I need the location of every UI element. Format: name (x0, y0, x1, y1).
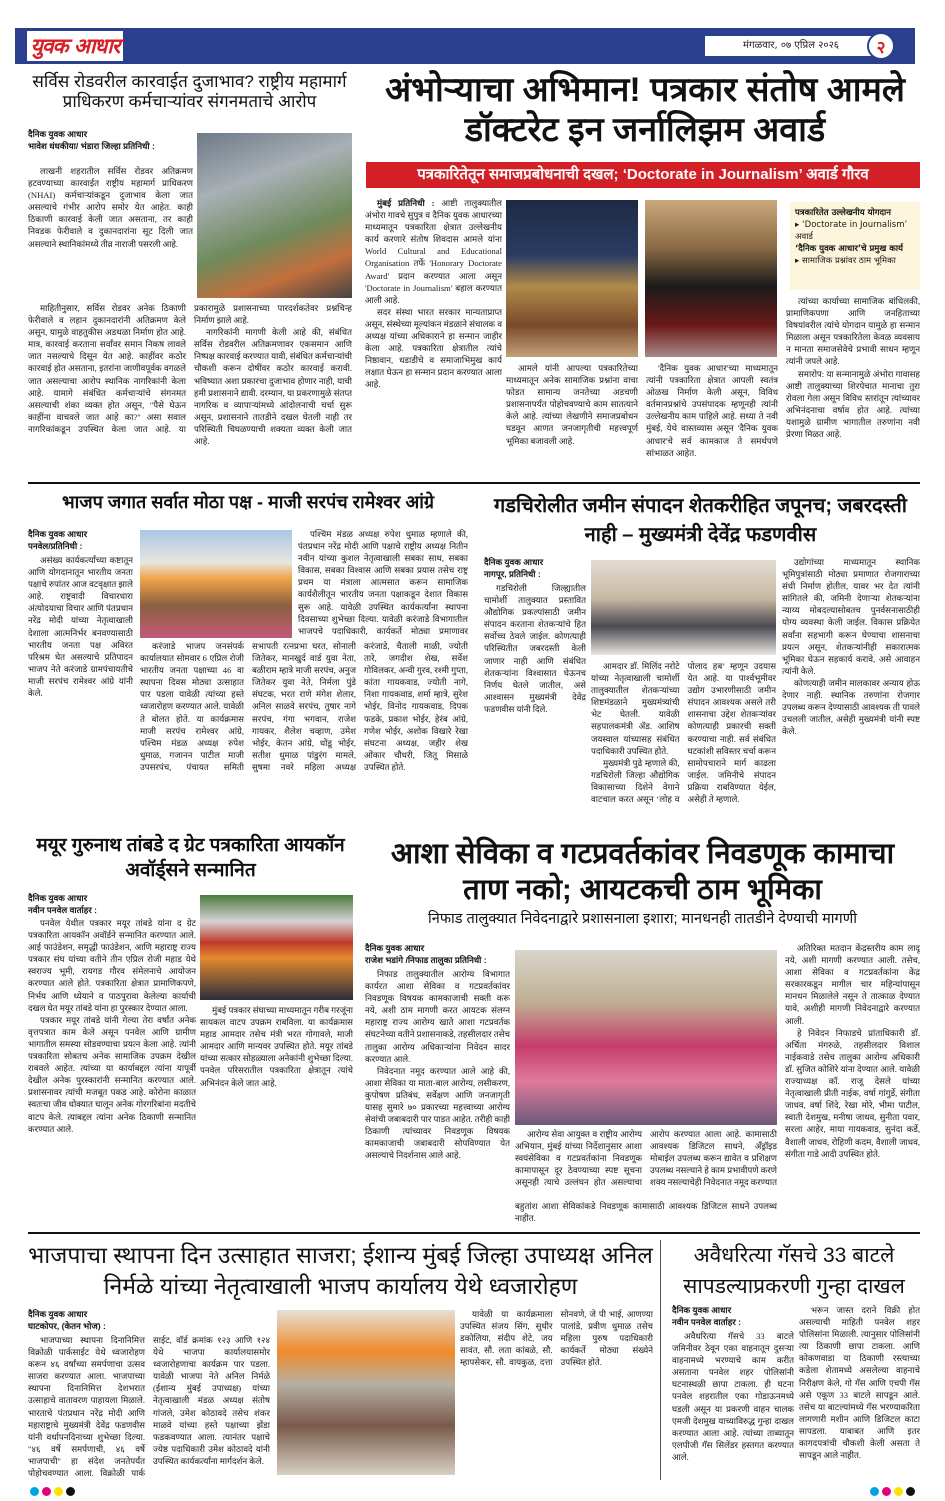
paragraph: पनवेल येथील पत्रकार मयूर तांबडे यांना द ग्रेट पत्रकारिता आयकॉन अवॉर्डने सन्मानित करण्यात आले. आई फाउंडेशन, समृद्धी फाउंडेशन, आणि महाराष्ट्र राज्य पत्रकार संघ यांच्या वतीने तीन एप्रिल रोजी महाड येथे स्वराज्य भूमी, रायगड गौरव संमेलनाचे आयोजन करण्यात आले होते. पत्रकारिता क्षेत्रात प्रामाणिकपणे, निर्भय आणि ध्येयाने व पाठपुरावा केलेल्या कार्याची दखल घेत मयूर तांबडे यांना हा पुरस्कार देण्यात आला. (28, 918, 196, 1013)
paragraph: 'दैनिक युवक आधार'च्या माध्यमातून त्यांनी पत्रकारिता क्षेत्रात आपली स्वतंत्र ओळख निर्माण केली असून, विविध वर्तमानप्रश्नांचे उपसंपादक म्हणूनही त्यांनी उल्लेखनीय काम पाहिले आहे. सध्या ते नवी मुंबई, येथे वास्तव्यास असून 'दैनिक युवक आधार'चे सर्व कामकाज ते समर्थपणे सांभाळत आहेत. (646, 363, 778, 458)
article-body (28, 165, 193, 300)
paragraph: मुंबई पत्रकार संघाच्या माध्यमातून गरीब गरजूंना सायकल वाटप उपक्रम राबविला. या कार्यक्रमास महाड आमदार तसेच मंत्री भरत गोगावले, माजी आमदार आणि मान्यवर उपस्थित होते. मयूर तांबडे यांच्या सत्कार सोहळ्याला अनेकांनी शुभेच्छा दिल्या. पनवेल परिसरातील पत्रकारिता क्षेत्रातून त्यांचे अभिनंदन केले जात आहे. (200, 1005, 353, 1088)
byline (365, 942, 510, 966)
article-body (28, 302, 352, 474)
byline-paper: दैनिक युवक आधार (365, 943, 425, 953)
paragraph: नागरिकांनी मागणी केली आहे की, संबंधित सर्विस रोडवरील अतिक्रमणावर एकसमान आणि निष्पक्ष कारवाई करण्यात यावी, संबंधित कर्मचाऱ्यांची चौकशी करून दोषींवर कठोर कारवाई करावी. भविष्यात अशा प्रकारचा दुजाभाव होणार नाही, याची हमी प्रशासनाने द्यावी. दरम्यान, या प्रकरणामुळे संतप्त नागरिक व व्यापाऱ्यांमध्ये आंदोलनाची चर्चा सुरू असून, प्रशासनाने तातडीने दखल घेतली नाही तर परिस्थिती चिघळण्याची शक्यता व्यक्त केली जात आहे. (194, 327, 352, 447)
byline (28, 892, 196, 916)
paragraph: समारोप: या सन्मानामुळे अंभोरा गावासह आष्टी तालुक्याच्या शिरपेचात मानाचा तुरा रोवला गेला असून विविध स्तरांतून त्यांच्यावर अभिनंदनाचा वर्षाव होत आहे. त्यांच्या यशामुळे ग्रामीण भागातील तरुणांना नवी प्रेरणा मिळत आहे. (786, 368, 920, 440)
article-body (460, 1308, 653, 1480)
byline-reporter: नागपूर, प्रतिनिधी : (484, 569, 541, 579)
photo-service-road (197, 133, 352, 298)
subheadline-asha: निफाड तालुक्यात निवेदनाद्वारे प्रशासनाला इशारा; मानधनही तातडीने देण्याची मागणी (428, 911, 857, 927)
article-body (672, 1330, 794, 1480)
article-body (200, 1004, 353, 1223)
byline (484, 556, 586, 580)
column-divider (660, 1240, 661, 1480)
paragraph: अवैधरित्या गॅसचे 33 बाटले जमिनीवर ठेवून एका वाहनातून दुसऱ्या वाहनामध्ये भरण्याचे काम करीत असताना पनवेल शहर पोलिसांनी घटनास्थळी छापा टाकला. ही घटना पनवेल शहरातील एका गोडाऊनमध्ये घडली असून या प्रकरणी वाहन चालक एमजी देशमुख याच्याविरुद्ध गुन्हा दाखल करण्यात आला आहे. त्यांच्या ताब्यातून एलपीजी गॅस सिलेंडर हस्तगत करण्यात आले. (672, 1331, 794, 1462)
registration-mark-icon (894, 1487, 903, 1496)
paragraph: भाजपाच्या स्थापना दिनानिमित्त विक्रोळी पार्कसाईट येथे ध्वजारोहण करून ४६ वर्षांच्या समर्पणाचा उत्सव साजरा करण्यात आला. भाजपाच्या स्थापना दिनानिमित्त देशभरात उत्साहाचे वातावरण पाहायला मिळाले. भारताचे पंतप्रधान नरेंद्र मोदी आणि महाराष्ट्राचे मुख्यमंत्री देवेंद्र फडणवीस यांनी वर्धापनदिनाच्या शुभेच्छा दिल्या. "४६ वर्षे समर्पणाची, ४६ वर्षे भाजपाची" हा संदेश जनतेपर्यंत पोहोचवण्यात आला. विक्रोळी पार्क साईट, वॉर्ड क्रमांक १२३ आणि १२४ येथे भाजपा कार्यालयासमोर ध्वजारोहणाचा कार्यक्रम पार पडला. यावेळी भाजपा नेते अनिल निर्मळे (ईशान्य मुंबई उपाध्यक्ष) यांच्या नेतृत्वाखाली मंडळ अध्यक्ष संतोष गांजले, उमेश कोठावदे तसेच शंकर माळवे यांच्या हस्ते पक्षाच्या झेंडा फडकवण्यात आला. त्यानंतर पक्षाचे ज्येष्ठ पदाधिकारी उमेश कोठावदे यांनी उपस्थित कार्यकर्त्यांना मार्गदर्शन केले. (28, 1335, 270, 1479)
article-body (28, 554, 133, 816)
article-body (298, 528, 468, 638)
byline-paper: दैनिक युवक आधार (28, 529, 88, 539)
byline-reporter: पनवेल/प्रतिनिधी : (28, 541, 83, 551)
article-body (506, 362, 778, 470)
paragraph: निवेदनात नमूद करण्यात आले आहे की, आशा सेविका या माता-बाल आरोग्य, लसीकरण, कुपोषण प्रतिबंध, सर्वेक्षण आणि जनजागृती यासह सुमारे ७० प्रकारच्या महत्त्वाच्या आरोग्य सेवांची जबाबदारी पार पाडत आहेत. तरीही काही ठिकाणी त्यांच्यावर निवडणूक विषयक कामकाजाची जबाबदारी सोपविण्यात येत असल्याचे निदर्शनास आले आहे. (365, 1065, 510, 1161)
registration-mark-icon (42, 1487, 51, 1496)
subheadline-bar: पत्रकारितेतून समाजप्रबोधनाची दखल; ‘Doctorate in Journalism’ अवार्ड गौरव (366, 162, 920, 188)
page-number: २ (867, 32, 895, 60)
article-body (484, 582, 586, 818)
paragraph: गडचिरोली जिल्ह्यातील चामोर्शी तालुक्यात प्रस्तावित औद्योगिक प्रकल्पांसाठी जमीन संपादन करताना शेतकऱ्यांचे हित सर्वोच्च ठेवले जाईल. कोणत्याही परिस्थितीत जबरदस्ती केली जाणार नाही आणि संबंधित शेतकऱ्यांना विश्वासात घेऊनच निर्णय घेतले जातील, असे आश्वासन मुख्यमंत्री देवेंद्र फडणवीस यांनी दिले. (484, 583, 586, 714)
photo-award-stage (200, 895, 353, 1000)
paragraph: कोणत्याही जमीन मालकावर अन्याय होऊ देणार नाही. स्थानिक तरुणांना रोजगार उपलब्ध करून देण्यासाठी आवश्यक ती पावले उचलली जातील, असेही मुख्यमंत्री यांनी स्पष्ट केले. (782, 677, 920, 737)
headline-bjp-foundation-day: भाजपाचा स्थापना दिन उत्साहात साजरा; ईशान्य मुंबई जिल्हा उपाध्यक्ष अनिल निर्मळे यांच्या नेतृत्वाखाली भाजप कार्यालय येथे ध्वजारोहण (28, 1242, 653, 1299)
headline-illegal-gas: अवैधरित्या गॅसचे 33 बाटले सापडल्याप्रकरणी गुन्हा दाखल (683, 1244, 905, 1298)
article-body (28, 1334, 270, 1480)
masthead (15, 28, 915, 64)
paragraph: माहितीनुसार, सर्विस रोडवर अनेक ठिकाणी फेरीवाले व लहान दुकानदारांनी अतिक्रमण केले असून, यामुळे वाहतुकीस अडथळा निर्माण होत आहे. मात्र, कारवाई करताना सर्वांवर समान निकष लावले जात नसल्याचे दिसून येत आहे. काहींवर कठोर कारवाई होत असताना, इतरांना जाणीवपूर्वक वगळले जात असल्याचा आरोप स्थानिक नागरिकांनी केला आहे. यामागे संबंधित कर्मचाऱ्यांचे संगनमत असल्याची शंका व्यक्त होत असून, "पैसे घेऊन काहींना वाचवले जात आहे का?" असा सवाल नागरिकांकडून उपस्थित केला जात आहे. या प्रकारामुळे प्रशासनाच्या पारदर्शकतेवर प्रश्नचिन्ह निर्माण झाले आहे. (28, 303, 352, 434)
paragraph: करंजाडे भाजप जनसंपर्क कार्यालयात सोमवार 6 एप्रिल रोजी भारतीय जनता पक्षाच्या 46 वा स्थापना दिवस मोठ्या उत्साहात पार पडला यावेळी त्यांच्या हस्ते ध्वजारोहण करण्यात आले. यावेळी ते बोलत होते. या कार्यक्रमास माजी सरपंच रामेश्वर आंग्रे, पश्चिम मंडळ अध्यक्ष रुपेश धुमाळ, गजानन पाटील माजी उपसरपंच, पंचायत समिती सभापती रत्नप्रभा घरत, सोनाली जितेकर, मानखुर्द वार्ड युवा नेता, बळीराम म्हात्रे माजी सरपंच, अनुज जितेकर युवा नेते, निर्मला पुंडे संघटक, भरत राणे मंगेश शेलार, अनिल साळवे सरपंच, तुषार नागे सरपंच, गंगा भगवान, राजेश गायकर, शैलेश चव्हाण, उमेश भोईर, केतन आंग्रे, धोंडू भोईर, सतीश धुमाळ पांडुरंग मामले, सुषमा नवरे महिला अध्यक्ष करंजाडे, चैताली माळी, ज्योती तारे, जगदीश शेख, सर्वेश गोविलकर, अन्वी गुरव, रश्मी गुप्ता, कांता गायकवाड, ज्योती नागे, निशा गायकवाड, शर्मा म्हात्रे, सुरेश भोईर, विनोद गायकवाड, दिपक फडके, प्रकाश भोईर, हेरंब आंग्रे, गणेश भोईर, अशोक विखारे रेखा संघटना अध्यक्ष, जहीर शेख ओंकार चौधरी, जितू मिसाळे उपस्थित होते. (140, 641, 468, 772)
registration-mark-icon (870, 1487, 879, 1496)
paragraph: लाखनी शहरातील सर्विस रोडवर अतिक्रमण हटवण्याच्या कारवाईत राष्ट्रीय महामार्ग प्राधिकरण (NHAI) कर्मचाऱ्यांकडून दुजाभाव केला जात असल्याचे गंभीर आरोप समोर येत आहेत. काही ठिकाणी कारवाई केली जात असताना, तर काही निवडक फेरीवाले व दुकानदारांना सूट दिली जात असल्याने स्थानिकांमध्ये तीव्र नाराजी पसरली आहे. (28, 166, 193, 249)
divider (28, 482, 920, 484)
paragraph: आष्टी तालुक्यातील अंभोरा गावचे सुपुत्र व दैनिक युवक आधारच्या माध्यमातून पत्रकारिता क्षेत्रात उल्लेखनीय कार्य करणारे संतोष शिवदास आमले यांना World Cultural and Educational Organisation तर्फे 'Honorary Doctorate Award' प्रदान करण्यात आला असून 'Doctorate in Journalism' बहाल करण्यात आली आहे. (365, 198, 502, 305)
paragraph: यावेळी या कार्यक्रमाला उपस्थित संजय सिंग, सुधीर डकोलिया, संदीप शेटे, जय सावंत, सौ. लता कांबळे, सौ. म्हापसेकर, सौ. वायकुळ, दत्ता सोनवणे, जे पी भाई, आणण्या पालांडे, प्रवीण धुमाळ तसेच महिला पुरुष पदाधिकारी कार्यकर्ते मोठ्या संख्येने उपस्थित होते. (460, 1309, 653, 1368)
paragraph: आमदार डॉ. मिलिंद नरोटे यांच्या नेतृत्वाखाली चामोर्शी तालुक्यातील शेतकऱ्यांच्या शिष्टमंडळाने मुख्यमंत्र्यांची भेट घेतली. यावेळी सहपालकमंत्री ॲड. आशिष जयस्वाल यांच्यासह संबंधित पदाधिकारी उपस्थित होते. (591, 661, 680, 756)
highlight-title: पत्रकारितेत उल्लेखनीय योगदान (795, 208, 891, 218)
photo-bjp-office (140, 530, 292, 638)
byline-reporter: भावेश धंधकीया/ भंडारा जिल्हा प्रतिनिधी : (28, 141, 155, 151)
paragraph: उद्योगांच्या माध्यमातून स्थानिक भूमिपुत्रांसाठी मोठ्या प्रमाणात रोजगाराच्या संधी निर्माण होतील, यावर भर देत त्यांनी सांगितले की, जमिनी देणाऱ्या शेतकऱ्यांना न्याय्य मोबदल्यासोबतच पुनर्वसनासाठीही योग्य व्यवस्था केली जाईल. विकास प्रक्रियेत सर्वांना सहभागी करून घेण्याचा शासनाचा प्रयत्न असून, शेतकऱ्यांनीही सकारात्मक भूमिका घेऊन सहकार्य करावे, असे आवाहन त्यांनी केले. (782, 557, 920, 676)
byline-paper: दैनिक युवक आधार (28, 129, 88, 139)
registration-mark-icon (66, 1487, 75, 1496)
byline (28, 128, 193, 152)
registration-mark-icon (906, 1487, 915, 1496)
article-body (782, 556, 920, 818)
paragraph: मुख्यमंत्री पुढे म्हणाले की, गडचिरोली जिल्हा औद्योगिक विकासाच्या दिशेने वेगाने वाटचाल करत असून ‘लोह व पोलाद हब’ म्हणून उदयास येत आहे. या पार्श्वभूमीवर उद्योग उभारणीसाठी जमीन संपादन आवश्यक असले तरी शासनाचा उद्देश शेतकऱ्यांवर कोणत्याही प्रकारची सक्ती करण्याचा नाही. सर्व संबंधित घटकांशी सविस्तर चर्चा करून सामोपचाराने मार्ग काढला जाईल. जमिनीचे संपादन प्रक्रिया राबविण्यात येईल, असेही ते म्हणाले. (591, 661, 776, 805)
photo-award-portrait (645, 200, 777, 357)
paragraph: असंख्य कार्यकर्त्यांच्या कष्टातून आणि योगदानातून भारतीय जनता पक्षाचे रुपांतर आज वटवृक्षात झाले आहे. राष्ट्रवादी विचारधारा अंत्योदयाचा विचार आणि पंतप्रधान नरेंद्र मोदी यांच्या नेतृत्वाखाली देशाला आत्मनिर्भर बनवण्यासाठी भारतीय जनता पक्ष अविरत परिश्रम घेत असल्याचे प्रतिपादन भाजप नेते करंजाडे ग्रामपंचायतीचे माजी सरपंच रामेश्वर आंग्रे यांनी केले. (28, 555, 133, 699)
byline (28, 528, 133, 552)
headline-asha-workers: आशा सेविका व गटप्रवर्तकांवर निवडणूक कामाचा ताण नको; आयटकची ठाम भूमिका (390, 838, 895, 906)
photo-award-ceremony (506, 200, 638, 357)
paragraph: अतिरिक्त मतदान केंद्रस्तरीय काम लादू नये, अशी मागणी करण्यात आली. तसेच, आशा सेविका व गटप्रवर्तकांना केंद्र सरकारकडून मागील चार महिन्यांपासून मानधन मिळालेले नसून ते तात्काळ देण्यात यावे, अशीही मागणी निवेदनाद्वारे करण्यात आली. (785, 943, 920, 1026)
article-body (786, 295, 920, 470)
highlight-title: ‘दैनिक युवक आधार’चे प्रमुख कार्य (795, 244, 903, 254)
photo-asha-delegation (515, 950, 777, 1125)
headline-doctorate: अंभोऱ्याचा अभिमान! पत्रकार संतोष आमले डॉक्टरेट इन जर्नालिझम अवार्ड (385, 71, 905, 149)
headline-gadchiroli-land: गडचिरोलीत जमीन संपादन शेतकरीहित जपूनच; जबरदस्ती नाही – मुख्यमंत्री देवेंद्र फडणवीस (494, 495, 907, 546)
registration-mark-icon (54, 1487, 63, 1496)
paragraph: सदर संस्था भारत सरकार मान्यताप्राप्त असून, संस्थेच्या मूल्यांकन मंडळाने संचालक व अध्यक्ष यांच्या अधिकाराने हा सन्मान जाहीर केला आहे. पत्रकारिता क्षेत्रातील त्यांचे निष्ठावान, धडाडीचे व समाजाभिमुख कार्य लक्षात घेऊन हा सन्मान प्रदान करण्यात आला आहे. (365, 306, 502, 390)
headline-bjp-largest-party: भाजप जगात सर्वात मोठा पक्ष - माजी सरपंच रामेश्वर आंग्रे (61, 492, 435, 512)
paragraph: हे निवेदन निफाडचे प्रांताधिकारी डॉ. अर्चिता मंगरुळे, तहसीलदार विशाल नाईकवाडे तसेच तालुका आरोग्य अधिकारी डॉ. सुजित कोशिरे यांना देण्यात आले. यावेळी राज्याध्यक्ष कॉ. राजू देसले यांच्या नेतृत्वाखाली प्रीती नाईक, वर्षा गांगुर्डे, संगीता जाधव, वर्षा शिंदे, रेखा मोरे, भीमा पाटील, स्वाती देशमुख, मनीषा जाधव, सुनीता पवार, सरला आहेर, माया गायकवाड, सुनंदा कर्डे, वैशाली जाधव, रोहिणी कदम, वैशाली जाधव, संगीता गाडे आदी उपस्थित होते. (785, 1027, 920, 1159)
paragraph: निफाड तालुक्यातील आरोग्य विभागात कार्यरत आशा सेविका व गटप्रवर्तकांवर निवडणूक विषयक कामकाजाची सक्ती करू नये, अशी ठाम मागणी करत आयटक संलग्न महाराष्ट्र राज्य आरोग्य खाते आशा गटप्रवर्तक संघटनेच्या वतीने प्रशासनाकडे, तहसीलदार तसेच तालुका आरोग्य अधिकाऱ्यांना निवेदन सादर करण्यात आले. (365, 969, 510, 1064)
article-body (799, 1304, 920, 1480)
newspaper-logo: युवक आधार (27, 31, 123, 61)
byline-reporter: नवीन पनवेल वार्ताहर : (28, 905, 98, 915)
article-body (785, 942, 920, 1223)
photo-caption: बहुतांश आशा सेविकांकडे निवडणूक कामासाठी आवश्यक डिजिटल साधने उपलब्ध नाहीत. (515, 1201, 777, 1223)
article-body (591, 660, 776, 818)
registration-mark-icon (882, 1487, 891, 1496)
article-body (365, 197, 502, 469)
highlight-item: ‘Doctorate in Journalism’ अवार्ड (795, 220, 908, 242)
issue-date: मंगळवार, ०७ एप्रिल २०२६ (705, 36, 877, 56)
byline-reporter: मुंबई प्रतिनिधी : (377, 198, 435, 208)
highlights-box: पत्रकारितेत उल्लेखनीय योगदान ▸ ‘Doctorate in Journalism’ अवार्ड ‘दैनिक युवक आधार’चे प्रमुख कार्य ▸ सामाजिक प्रश्नांवर ठाम भूमिका (790, 202, 920, 290)
paragraph: आरोग्य सेवा आयुक्त व राष्ट्रीय आरोग्य अभियान, मुंबई यांच्या निर्देशानुसार आशा स्वयंसेविका व गटप्रवर्तकांना निवडणूक कामापासून दूर ठेवण्याच्या स्पष्ट सूचना असूनही त्याचे उल्लंघन होत असल्याचा आरोप करण्यात आला आहे. कामासाठी आवश्यक डिजिटल साधने, अँड्रॉइड मोबाईल उपलब्ध करून द्यावेत व प्रशिक्षण उपलब्ध नसल्याने हे काम प्रभावीपणे करणे शक्य नसल्याचेही निवेदनात नमूद करण्यात (515, 1129, 777, 1188)
paragraph: पश्चिम मंडळ अध्यक्ष रुपेश धुमाळ म्हणाले की, पंतप्रधान नरेंद्र मोदी आणि पक्षाचे राष्ट्रीय अध्यक्ष नितीन नवीन यांच्या कुशल नेतृत्वाखाली सबका साथ, सबका विकास, सबका विश्वास आणि सबका प्रयास तसेच राष्ट्र प्रथम या मंत्राला आत्मसात करून सामाजिक कार्यशैलीतून भारतीय जनता पक्षाकडून देशात विकास सुरू आहे. यावेळी उपस्थित कार्यकर्त्यांना स्थापना दिवसाच्या शुभेच्छा दिल्या. यावेळी करंजाडे विभागातील भाजपचे पदाधिकारी, कार्यकर्ते मोठ्या प्रमाणावर (298, 529, 468, 636)
paragraph: भरून जास्त दराने विक्री होत असल्याची माहिती पनवेल शहर पोलिसांना मिळाली. त्यानुसार पोलिसांनी त्या ठिकाणी छापा टाकला. आणि कोकणवाडा या ठिकाणी रस्त्याच्या कडेला शेतामध्ये असलेल्या वाहनाचे निरीक्षण केले, गो गॅस आणि एचपी गॅस असे एकूण 33 बाटले सापडून आले. तसेच या बाटल्यांमध्ये गॅस भरण्याकरिता लागणारी मशीन आणि डिजिटल काटा सापडला. याबाबत आणि इतर कागदपत्रांची चौकशी केली असता ते सापडून आले नाहीत. (799, 1305, 920, 1461)
byline-paper: दैनिक युवक आधार (28, 893, 88, 903)
byline (672, 1304, 794, 1328)
article-body (28, 917, 196, 1223)
byline-paper: दैनिक युवक आधार (28, 1309, 88, 1319)
photo-cm-meeting (591, 560, 776, 655)
byline-paper: दैनिक युवक आधार (484, 557, 544, 567)
headline-mayur-tambde: मयूर गुरुनाथ तांबडे द ग्रेट पत्रकारिता आयकॉन अवॉर्ड्सने सन्मानित (36, 835, 345, 881)
photo-flag-hoisting (277, 1310, 455, 1475)
article-body (365, 968, 510, 1223)
byline-reporter: राजेश भडांगे /निफाड तालुका प्रतिनिधी : (365, 955, 487, 965)
headline-service-road: सर्विस रोडवरील कारवाईत दुजाभाव? राष्ट्रीय महामार्ग प्राधिकरण कर्मचाऱ्यांवर संगनमताचे आरोप (32, 72, 347, 111)
divider (28, 1232, 920, 1234)
paragraph: त्यांच्या कार्याच्या सामाजिक बांधिलकी, प्रामाणिकपणा आणि जनहिताच्या विषयांवरील त्यांचे योगदान यामुळे हा सन्मान मिळाला असून पत्रकारितेला केवळ व्यवसाय न मानता समाजसेवेचे प्रभावी साधन म्हणून त्यांनी जपले आहे. (786, 296, 920, 367)
registration-mark-icon (30, 1487, 39, 1496)
byline (28, 1308, 153, 1332)
highlight-item: सामाजिक प्रश्नांवर ठाम भूमिका (801, 256, 896, 266)
article-body (515, 1128, 777, 1200)
byline-reporter: घाटकोपर, (केतन भोज) : (28, 1321, 106, 1331)
article-body (140, 640, 468, 816)
byline-paper: दैनिक युवक आधार (672, 1305, 732, 1315)
byline-reporter: नवीन पनवेल वार्ताहर : (672, 1317, 742, 1327)
paragraph: आमले यांनी आपल्या पत्रकारितेच्या माध्यमातून अनेक सामाजिक प्रश्नांना वाचा फोडत सामान्य जनतेच्या अडचणी प्रशासनापर्यंत पोहोचवण्याचे काम सातत्याने केले आहे. त्यांच्या लेखणीने समाजप्रबोधन घडवून आणत जनजागृतीची महत्त्वपूर्ण भूमिका बजावली आहे. (506, 363, 638, 446)
paragraph: पत्रकार मयूर तांबडे यांनी गेल्या तेरा वर्षांत अनेक वृत्तपत्रात काम केले असून पनवेल आणि ग्रामीण भागातील समस्या सोडवण्याचा प्रयत्न केला आहे. त्यांनी पत्रकारिता सोबतच अनेक सामाजिक उपक्रम देखील राबवले आहेत. त्यांच्या या कार्याबद्दल त्यांना यापूर्वी देखील अनेक पुरस्कारांनी सन्मानित करण्यात आले. प्रशासनावर त्यांची मजबूत पकड आहे. कोरोना काळात स्वतःचा जीव धोक्यात घालून अनेक गोरगरिबांना मदतीचे वाटप केले. त्याबद्दल त्यांना अनेक ठिकाणी सन्मानित करण्यात आले. (28, 1014, 196, 1134)
